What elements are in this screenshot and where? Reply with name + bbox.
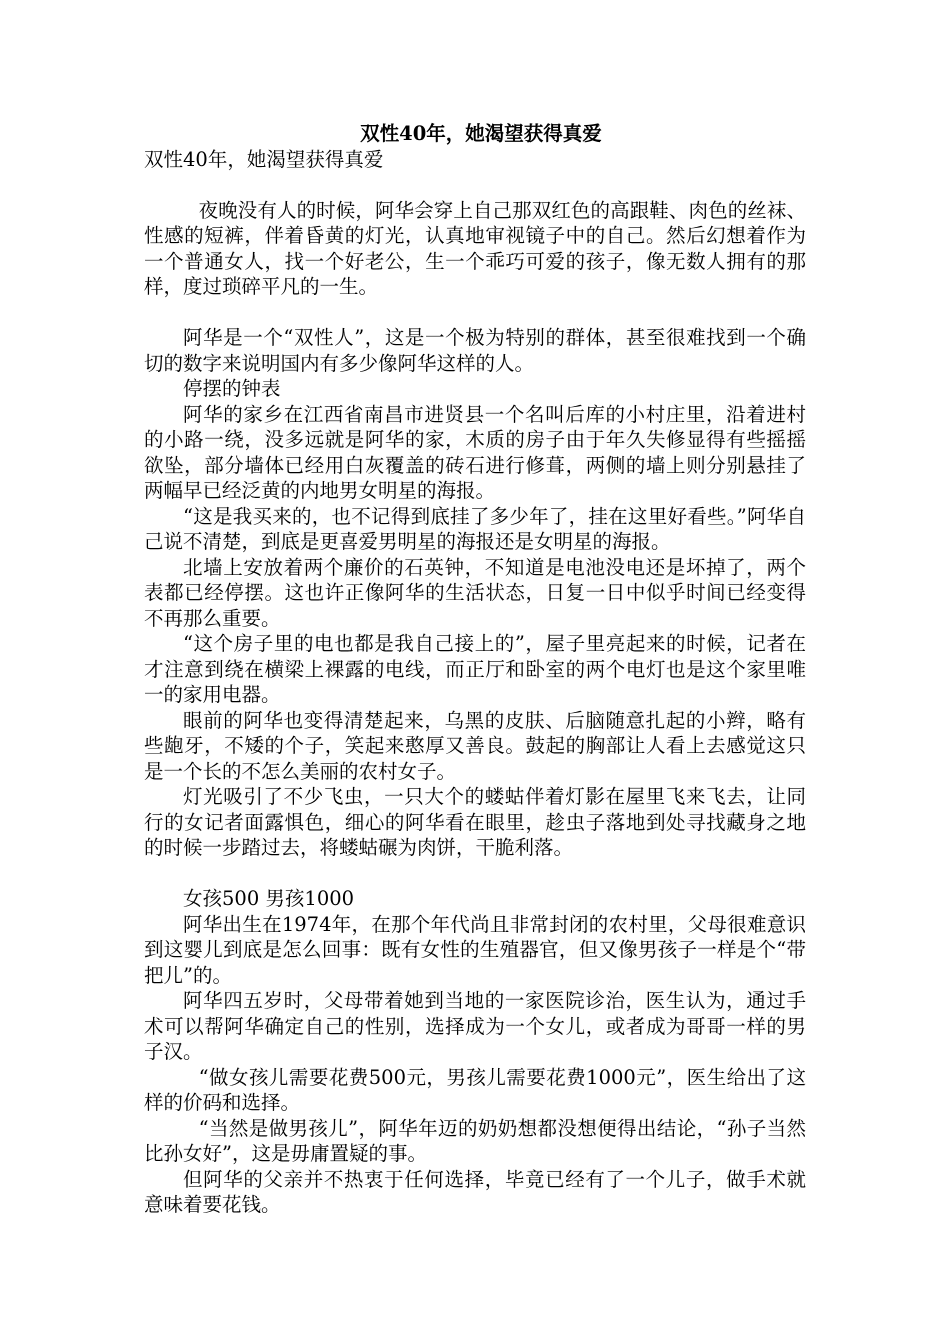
paragraph: 阿华的家乡在江西省南昌市进贤县一个名叫后库的小村庄里，沿着进村的小路一绕，没多远就是阿华的家，木质的房子由于年久失修显得有些摇摇欲坠，部分墙体已经用白灰覆盖的砖石进行修葺，两侧的墙上则分别悬挂了两幅早已经泛黄的内地男女明星的海报。 <box>144 402 806 502</box>
paragraph: 灯光吸引了不少飞虫，一只大个的蝼蛄伴着灯影在屋里飞来飞去，让同行的女记者面露惧色，细心的阿华看在眼里，趁虫子落地到处寻找藏身之地的时候一步踏过去，将蝼蛄碾为肉饼，干脆利落。 <box>144 785 806 859</box>
paragraph: 阿华是一个“双性人”，这是一个极为特别的群体，甚至很难找到一个确切的数字来说明国内有多少像阿华这样的人。 <box>144 326 806 375</box>
paragraph: 但阿华的父亲并不热衷于任何选择，毕竟已经有了一个儿子，做手术就意味着要花钱。 <box>144 1167 806 1216</box>
document-page <box>144 121 806 1218</box>
paragraph: “当然是做男孩儿”，阿华年迈的奶奶想都没想便得出结论，“孙子当然比孙女好”，这是毋庸置疑的事。 <box>144 1116 806 1165</box>
section-heading: 停摆的钟表 <box>183 377 281 400</box>
paragraph: 阿华四五岁时，父母带着她到当地的一家医院诊治，医生认为，通过手术可以帮阿华确定自己的性别，选择成为一个女儿，或者成为哥哥一样的男子汉。 <box>144 989 806 1063</box>
paragraph: 夜晚没有人的时候，阿华会穿上自己那双红色的高跟鞋、肉色的丝袜、性感的短裤，伴着昏黄的灯光，认真地审视镜子中的自己。然后幻想着作为一个普通女人，找一个好老公，生一个乖巧可爱的孩子，像无数人拥有的那样，度过琐碎平凡的一生。 <box>144 198 806 298</box>
blank-line <box>144 172 806 198</box>
paragraph: 阿华出生在1974年，在那个年代尚且非常封闭的农村里，父母很难意识到这婴儿到底是怎么回事：既有女性的生殖器官，但又像男孩子一样是个“带把儿”的。 <box>144 912 806 987</box>
blank-line <box>144 861 806 887</box>
paragraph: “这个房子里的电也都是我自己接上的”，屋子里亮起来的时候，记者在才注意到绕在横梁上裸露的电线，而正厅和卧室的两个电灯也是这个家里唯一的家用电器。 <box>144 632 806 706</box>
paragraph: 眼前的阿华也变得清楚起来，乌黑的皮肤、后脑随意扎起的小辫，略有些龅牙，不矮的个子，笑起来憨厚又善良。鼓起的胸部让人看上去感觉这只是一个长的不怎么美丽的农村女子。 <box>144 708 806 783</box>
blank-line <box>144 300 806 326</box>
document-subtitle: 双性40年，她渴望获得真爱 <box>144 147 384 171</box>
section-heading: 女孩500 男孩1000 <box>183 887 355 910</box>
paragraph: “做女孩儿需要花费500元，男孩儿需要花费1000元”，医生给出了这样的价码和选择。 <box>144 1065 806 1114</box>
paragraph: “这是我买来的，也不记得到底挂了多少年了，挂在这里好看些。”阿华自己说不清楚，到底是更喜爱男明星的海报还是女明星的海报。 <box>144 504 806 553</box>
document-title: 双性40年，她渴望获得真爱 <box>360 122 602 145</box>
paragraph: 北墙上安放着两个廉价的石英钟，不知道是电池没电还是坏掉了，两个表都已经停摆。这也许正像阿华的生活状态，日复一日中似乎时间已经变得不再那么重要。 <box>144 555 806 630</box>
